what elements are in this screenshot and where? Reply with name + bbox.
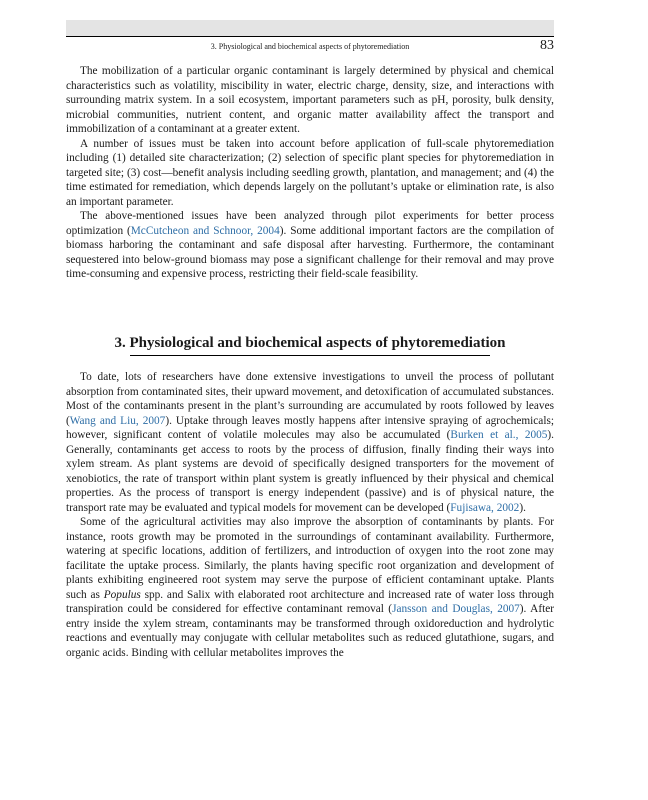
paragraph-4-text-b: ). Uptake through leaves mostly happens after intensive spraying of agrochemicals; however, significant content of volatile molecules may also be accumulated ( xyxy=(66,414,554,441)
header-band xyxy=(66,20,554,36)
citation-link[interactable]: Wang and Liu, 2007 xyxy=(69,414,166,427)
paragraph-4 xyxy=(66,370,554,515)
header-rule xyxy=(66,36,554,37)
citation-link[interactable]: Jansson and Douglas, 2007 xyxy=(392,603,520,615)
paragraph-1-text: The mobilization of a particular organic contaminant is largely determined by physical and chemical characteristics such as volatility, miscibility in water, electric charge, density, size, and interactions with surrounding matrix system. In a soil ecosystem, important parameters such as pH, porosity, bulk density, microbial communities, nutrient content, and organic matter availability affect the transport and immobilization of a contaminant at a greater extent. xyxy=(66,65,554,135)
citation-link[interactable]: Burken et al., 2005 xyxy=(450,429,548,441)
body-block-2 xyxy=(66,370,554,660)
paragraph-4-text-d: ). xyxy=(519,501,526,514)
paragraph-4-text-a: To date, lots of researchers have done extensive investigations to unveil the process of pollutant absorption from contaminated sites, their upward movement, and detoxification of accumulated substances. Most of the contaminants present in the plant’s surrounding are accumulated by roots followed by leaves ( xyxy=(66,371,554,427)
paragraph-4-text-c: ). Generally, contaminants get access to roots by the process of diffusion, finally finding their ways into xylem stream. As plant systems are devoid of specifically designed transporters for the movement of xenobiotics, the rate of transport within plant system is greatly influenced by their physical and chemical properties. As the process of transport is energy independent (passive) and is of physical nature, the transport rate may be evaluated and typical models for movement can be developed ( xyxy=(66,429,555,514)
section-title: 3. Physiological and biochemical aspects of phytoremediation xyxy=(114,335,506,351)
section-heading-rule xyxy=(130,355,490,356)
paragraph-3-text-a: The above-mentioned issues have been analyzed through pilot experiments for better process optimization ( xyxy=(66,210,554,237)
paragraph-3 xyxy=(66,209,554,282)
section-heading xyxy=(66,334,554,356)
paragraph-2-text: A number of issues must be taken into account before application of full-scale phytoremediation including (1) detailed site characterization; (2) selection of specific plant species for phytoremediation in targeted site; (3) cost—benefit analysis including seedling growth, plantation, and management; and (4) the time estimated for remediation, which depends largely on the pollutant’s uptake or elimination rate, is also an important parameter. xyxy=(66,137,554,208)
paragraph-2 xyxy=(66,137,554,210)
page-number: 83 xyxy=(540,38,554,53)
running-head-title: 3. Physiological and biochemical aspects of phytoremediation xyxy=(210,42,410,51)
running-header xyxy=(66,40,554,54)
paragraph-5-text-b: spp. and Salix with elaborated root architecture and increased rate of water loss through transpiration could be considered for effective contaminant removal ( xyxy=(66,588,554,615)
paragraph-5-text-c: ). After entry inside the xylem stream, contaminants may be transformed through oxidoreduction and hydrolytic reactions and eventually may conjugate with cellular metabolites such as reduced glutathione, sugars, and organic acids. Binding with cellular metabolites improves the xyxy=(66,603,554,659)
paragraph-5-text-a: Some of the agricultural activities may also improve the absorption of contaminants by plants. For instance, roots growth may be promoted in the surroundings of contaminant availability. Furthermore, watering at specific locations, addition of fertilizers, and introduction of oxygen into the root zone may facilitate the uptake process. Similarly, the plants having specific root organization and development of plants exhibiting engineered root system may serve the purpose of efficient contaminant uptake. Plants such as xyxy=(66,516,554,601)
citation-link[interactable]: McCutcheon and Schnoor, 2004 xyxy=(130,224,280,237)
body-block-1 xyxy=(66,64,554,282)
paragraph-3-text-b: ). Some additional important factors are the compilation of biomass harboring the contaminant and safe disposal after harvesting. Furthermore, the contaminant sequestered into below-ground biomass may pose a significant challenge for their removal and may prove time-consuming and expensive process, restricting their field-scale feasibility. xyxy=(66,224,554,280)
species-name-italic: Populus xyxy=(103,588,141,601)
paragraph-1 xyxy=(66,64,554,137)
paragraph-5 xyxy=(66,515,554,660)
citation-link[interactable]: Fujisawa, 2002 xyxy=(450,501,520,514)
